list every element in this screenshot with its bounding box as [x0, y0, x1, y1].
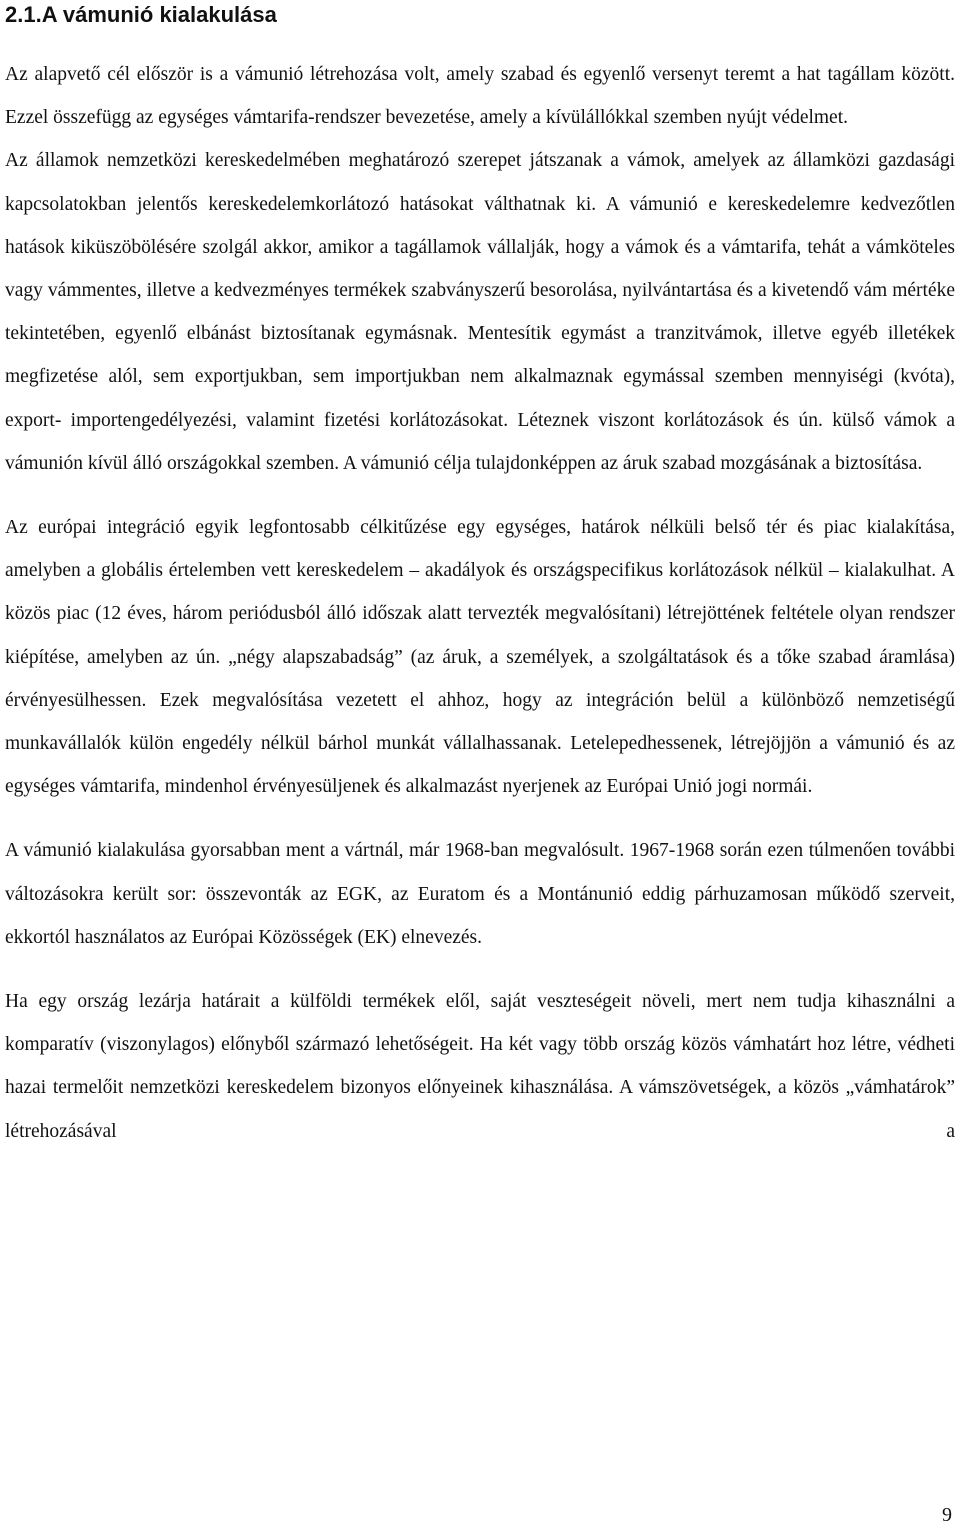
paragraph-4: A vámunió kialakulása gyorsabban ment a vártnál, már 1968-ban megvalósult. 1967-1968 során ezen túlmenően további változásokra került sor: összevonták az EGK, az Euratom és a Montánunió eddig párhuzamosan működő szerveit, ekkortól használatos az Európai Közösségek (EK) elnevezés. [5, 840, 955, 948]
paragraph-2: Az államok nemzetközi kereskedelmében meghatározó szerepet játszanak a vámok, amelyek az államközi gazdasági kapcsolatokban jelentős kereskedelemkorlátozó hatásokat válthatnak ki. A vámunió e kereskedelemre kedvezőtlen hatások kiküszöbölésére szolgál akkor, amikor a tagállamok vállalják, hogy a vámok és a vámtarifa, tehát a vámköteles vagy vámmentes, illetve a kedvezményes termékek szabványszerű besorolása, nyilvántartása és a kivetendő vám mértéke tekintetében, egyenlő elbánást biztosítanak egymásnak. Mentesítik egymást a tranzitvámok, illetve egyéb illetékek megfizetése alól, sem exportjukban, sem importjukban nem alkalmaznak egymással szemben mennyiségi (kvóta), export- importengedélyezési, valamint fizetési korlátozásokat. Léteznek viszont korlátozások és ún. külső vámok a vámunión kívül álló országokkal szemben. A vámunió célja tulajdonképpen az áruk szabad mozgásának a biztosítása. [5, 150, 955, 474]
document-page [5, 0, 955, 1153]
paragraph-3: Az európai integráció egyik legfontosabb célkitűzése egy egységes, határok nélküli belső tér és piac kialakítása, amelyben a globális értelemben vett kereskedelem – akadályok és országspecifikus korlátozások nélkül – kialakulhat. A közös piac (12 éves, három periódusból álló időszak alatt tervezték megvalósítani) létrejöttének feltétele olyan rendszer kiépítése, amelyben az ún. „négy alapszabadság” (az áruk, a személyek, a szolgáltatások és a tőke szabad áramlása) érvényesülhessen. Ezek megvalósítása vezetett el ahhoz, hogy az integráción belül a különböző nemzetiségű munkavállalók külön engedély nélkül bárhol munkát vállalhassanak. Letelepedhessenek, létrejöjjön a vámunió és az egységes vámtarifa, mindenhol érvényesüljenek és alkalmazást nyerjenek az Európai Unió jogi normái. [5, 517, 955, 798]
paragraph-5: Ha egy ország lezárja határait a külföldi termékek elől, saját veszteségeit növeli, mert nem tudja kihasználni a komparatív (viszonylagos) előnyből származó lehetőségeit. Ha két vagy több ország közös vámhatárt hoz létre, védheti hazai termelőit nemzetközi kereskedelem bizonyos előnyeinek kihasználása. A vámszövetségek, a közös „vámhatárok” létrehozásával a [5, 991, 955, 1142]
section-heading: 2.1.A vámunió kialakulása [5, 2, 277, 27]
paragraph-1: Az alapvető cél először is a vámunió létrehozása volt, amely szabad és egyenlő versenyt teremt a hat tagállam között. Ezzel összefügg az egységes vámtarifa-rendszer bevezetése, amely a kívülállókkal szemben nyújt védelmet. [5, 64, 955, 129]
page-number: 9 [942, 1504, 952, 1526]
